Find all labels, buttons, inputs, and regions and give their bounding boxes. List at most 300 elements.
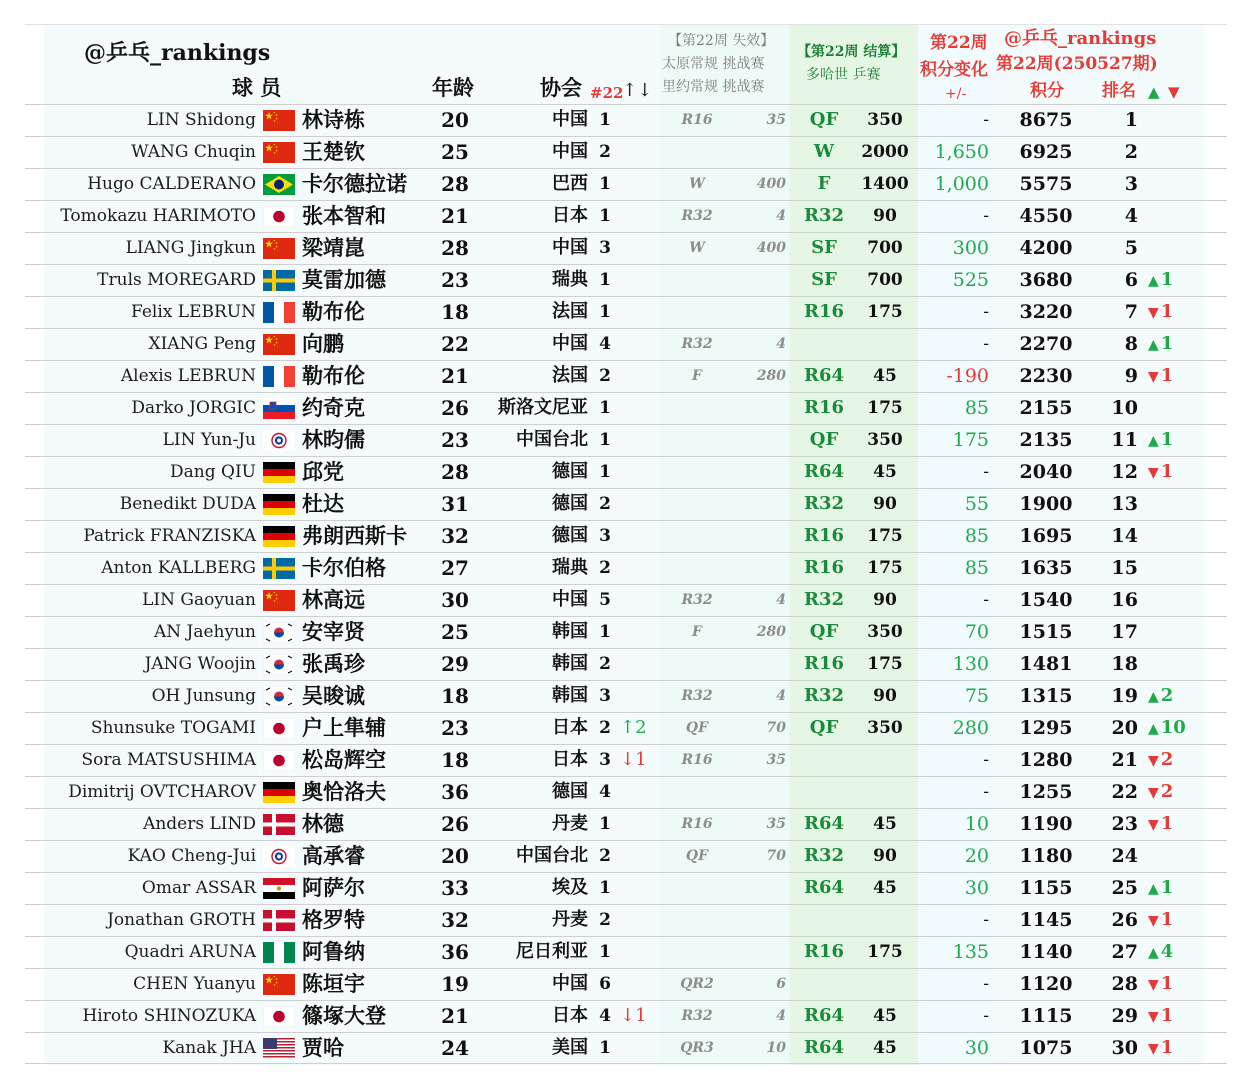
rank-number: 15: [1111, 557, 1138, 579]
rank-move: [1148, 744, 1173, 776]
rank-up-icon: ▲: [1148, 721, 1159, 737]
player-name-cn: 约奇克: [302, 395, 365, 420]
points-change: -: [983, 1006, 989, 1026]
expired-round: W: [689, 176, 705, 192]
points-change: -190: [946, 365, 989, 387]
player-name-en: Tomokazu HARIMOTO: [60, 206, 256, 226]
table-row: [0, 744, 1252, 776]
settled-points: 90: [873, 686, 897, 706]
points-change: 10: [964, 813, 989, 835]
total-points: 1315: [1019, 685, 1073, 707]
settled-round: QF: [809, 109, 839, 130]
player-name-cn: 安宰贤: [302, 619, 365, 644]
rank-up-icon: ▲: [1148, 273, 1159, 289]
table-row: [0, 680, 1252, 712]
association-name: 瑞典: [552, 557, 588, 578]
expired-points: 280: [756, 368, 786, 384]
points-change: 75: [964, 685, 989, 707]
total-points: 1145: [1019, 909, 1073, 931]
expired-round: W: [689, 240, 705, 256]
association-rank: 1: [599, 1038, 611, 1058]
settled-points: 1400: [861, 174, 909, 194]
association-name: 丹麦: [552, 813, 588, 834]
association-name: 美国: [552, 1037, 588, 1058]
expired-points: 4: [776, 208, 786, 224]
japan-flag: [263, 718, 295, 739]
total-points: 1180: [1019, 845, 1073, 867]
expired-points: 280: [756, 624, 786, 640]
total-points: 1515: [1019, 621, 1073, 643]
association-name: 中国: [552, 589, 588, 610]
expired-round: [666, 520, 728, 552]
table-row: [0, 232, 1252, 264]
rank-move: [1148, 904, 1173, 936]
points-change: 1,000: [934, 173, 989, 195]
rank-up-icon: ▲: [1148, 689, 1159, 705]
rank-number: 22: [1111, 781, 1138, 803]
rank-move: [1148, 232, 1150, 264]
table-row: [0, 1000, 1252, 1032]
table-row: [0, 264, 1252, 296]
settled-points: 175: [867, 526, 903, 546]
association-rank: 1: [599, 174, 611, 194]
player-age: 24: [441, 1036, 469, 1060]
association-rank: 2: [599, 846, 611, 866]
player-age: 26: [441, 396, 469, 420]
rank-move-value: 1: [1160, 973, 1174, 994]
china-flag: [263, 110, 295, 131]
age-column-header: 年龄: [432, 75, 474, 100]
player-name-en: Hugo CALDERANO: [87, 174, 256, 194]
settled-points: 90: [873, 846, 897, 866]
expired-points: [732, 456, 786, 488]
player-name-cn: 杜达: [302, 491, 344, 516]
points-change: -: [983, 590, 989, 610]
total-points: 5575: [1019, 173, 1073, 195]
settled-round: R64: [803, 365, 844, 386]
player-name-cn: 奥恰洛夫: [302, 779, 386, 804]
association-move-header: ↑↓: [622, 80, 653, 101]
player-age: 29: [441, 652, 469, 676]
player-name-cn: 弗朗西斯卡: [302, 523, 407, 548]
player-name-cn: 林高远: [302, 587, 365, 612]
total-points: 2270: [1019, 333, 1073, 355]
settled-round: QF: [809, 621, 839, 642]
points-column-header: 积分: [1030, 81, 1064, 101]
rank-move: [1148, 488, 1150, 520]
player-name-cn: 卡尔伯格: [302, 555, 386, 580]
rank-number: 29: [1111, 1005, 1138, 1027]
rank-up-legend-icon: ▲: [1148, 83, 1160, 101]
settled-round: R64: [803, 1005, 844, 1026]
player-name-cn: 林昀儒: [302, 427, 365, 452]
total-points: 1155: [1019, 877, 1073, 899]
association-rank: 1: [599, 398, 611, 418]
rank-down-legend-icon: ▼: [1168, 83, 1180, 101]
rank-move: [1148, 872, 1173, 904]
expired-round: [666, 648, 728, 680]
player-name-en: Benedikt DUDA: [119, 494, 256, 514]
settled-round: R32: [803, 685, 844, 706]
points-change: 1,650: [934, 141, 989, 163]
settled-points: 45: [873, 462, 897, 482]
rank-move: [1148, 520, 1150, 552]
total-points: 2230: [1019, 365, 1073, 387]
total-points: 4200: [1019, 237, 1073, 259]
association-rank: 6: [599, 974, 611, 994]
points-change: -: [983, 302, 989, 322]
settled-points: 90: [873, 206, 897, 226]
settled-points: 45: [873, 1006, 897, 1026]
expired-points: 400: [756, 240, 786, 256]
points-change: 30: [964, 1037, 989, 1059]
rank-down-icon: ▼: [1148, 465, 1159, 481]
player-age: 30: [441, 588, 469, 612]
settled-round: R16: [803, 653, 844, 674]
rank-number: 5: [1124, 237, 1138, 259]
rank-down-icon: ▼: [1148, 305, 1159, 321]
expired-round: F: [692, 624, 702, 640]
rank-up-icon: ▲: [1148, 945, 1159, 961]
table-row: [0, 360, 1252, 392]
association-rank-move: ↓1: [620, 1005, 647, 1026]
association-name: 韩国: [552, 653, 588, 674]
association-rank: 1: [599, 622, 611, 642]
rank-down-icon: ▼: [1148, 1041, 1159, 1057]
settled-points: 700: [867, 270, 903, 290]
player-name-cn: 莫雷加德: [302, 267, 386, 292]
total-points: 1120: [1019, 973, 1073, 995]
settled-points: 175: [867, 558, 903, 578]
rank-move: [1148, 648, 1150, 680]
rank-number: 19: [1111, 685, 1138, 707]
rank-move: [1148, 840, 1150, 872]
association-rank: 4: [599, 334, 611, 354]
japan-flag: [263, 206, 295, 227]
player-age: 18: [441, 748, 469, 772]
player-name-cn: 陈垣宇: [302, 971, 365, 996]
rank-move: [1148, 936, 1173, 968]
expired-points: [732, 648, 786, 680]
player-age: 23: [441, 428, 469, 452]
table-row: [0, 936, 1252, 968]
player-name-cn: 林诗栋: [302, 107, 365, 132]
table-row: [0, 648, 1252, 680]
rank-number: 17: [1111, 621, 1138, 643]
total-points: 2135: [1019, 429, 1073, 451]
settled-points: 700: [867, 238, 903, 258]
player-name-cn: 勒布伦: [302, 363, 365, 388]
settled-round: QF: [809, 429, 839, 450]
settled-points: 175: [867, 942, 903, 962]
association-name: 日本: [552, 749, 588, 770]
association-rank: 1: [599, 878, 611, 898]
player-name-en: Anders LIND: [143, 814, 256, 834]
player-name-cn: 林德: [302, 811, 344, 836]
table-row: [0, 168, 1252, 200]
china-flag: [263, 238, 295, 259]
total-points: 1540: [1019, 589, 1073, 611]
rank-move: [1148, 1032, 1173, 1064]
rank-number: 16: [1111, 589, 1138, 611]
rank-move: [1148, 168, 1150, 200]
player-name-en: WANG Chuqin: [131, 142, 256, 162]
player-age: 19: [441, 972, 469, 996]
settled-round: R32: [803, 589, 844, 610]
rank-number: 6: [1124, 269, 1138, 291]
expired-points: [732, 520, 786, 552]
points-change: 85: [964, 525, 989, 547]
germany-flag: [263, 782, 295, 803]
association-rank: 1: [599, 110, 611, 130]
expired-round: F: [692, 368, 702, 384]
france-flag: [263, 366, 295, 387]
table-row: [0, 872, 1252, 904]
expired-round: R16: [681, 112, 713, 128]
association-name: 尼日利亚: [516, 941, 588, 962]
points-change: -: [983, 206, 989, 226]
rank-number: 23: [1111, 813, 1138, 835]
rank-move: [1148, 712, 1186, 744]
rank-number: 26: [1111, 909, 1138, 931]
usa-flag: [263, 1038, 295, 1059]
association-name: 日本: [552, 1005, 588, 1026]
association-name: 埃及: [552, 877, 588, 898]
player-name-en: XIANG Peng: [148, 334, 256, 354]
association-rank: 2: [599, 494, 611, 514]
expired-points: [732, 488, 786, 520]
association-rank: 2: [599, 558, 611, 578]
association-name: 中国台北: [516, 845, 588, 866]
player-name-cn: 邱党: [302, 459, 344, 484]
settled-points: 175: [867, 654, 903, 674]
settled-points: 90: [873, 494, 897, 514]
expired-round: [666, 936, 728, 968]
player-name-en: LIN Shidong: [146, 110, 256, 130]
total-points: 1140: [1019, 941, 1073, 963]
points-change: 130: [952, 653, 989, 675]
rank-up-icon: ▲: [1148, 337, 1159, 353]
brand-watermark: @乒乓_rankings: [84, 40, 271, 66]
settled-points: 175: [867, 302, 903, 322]
settled-round: SF: [811, 269, 837, 290]
rank-move-value: 1: [1160, 1037, 1174, 1058]
rank-move-value: 1: [1160, 813, 1174, 834]
total-points: 3220: [1019, 301, 1073, 323]
expired-round: [666, 776, 728, 808]
rank-move-value: 1: [1160, 429, 1174, 450]
rank-move: [1148, 1000, 1173, 1032]
rank-number: 11: [1111, 429, 1138, 451]
table-row: [0, 552, 1252, 584]
rank-move-value: 10: [1160, 717, 1186, 738]
expired-points: 4: [776, 688, 786, 704]
settled-points: 350: [867, 718, 903, 738]
rank-down-icon: ▼: [1148, 753, 1159, 769]
rank-move: [1148, 200, 1150, 232]
japan-flag: [263, 1006, 295, 1027]
settled-points: [854, 744, 916, 776]
total-points: 1900: [1019, 493, 1073, 515]
player-name-en: LIN Yun-Ju: [162, 430, 256, 450]
association-name: 中国台北: [516, 429, 588, 450]
settled-header-title: 【第22周 结算】: [797, 44, 906, 60]
points-change: 300: [952, 237, 989, 259]
player-age: 26: [441, 812, 469, 836]
association-rank: 1: [599, 270, 611, 290]
rank-down-icon: ▼: [1148, 913, 1159, 929]
expired-points: 4: [776, 1008, 786, 1024]
expired-points: 35: [766, 752, 786, 768]
nigeria-flag: [263, 942, 295, 963]
korea-flag: [263, 622, 295, 643]
rank-move: [1148, 104, 1150, 136]
rank-number: 27: [1111, 941, 1138, 963]
points-change: -: [983, 110, 989, 130]
total-points: 1115: [1019, 1005, 1073, 1027]
association-column-header: 协会: [540, 75, 582, 100]
association-rank: 3: [599, 686, 611, 706]
rank-move: [1148, 392, 1150, 424]
total-points: 3680: [1019, 269, 1073, 291]
germany-flag: [263, 494, 295, 515]
settled-points: [854, 968, 916, 1000]
association-name: 中国: [552, 109, 588, 130]
expired-points: 400: [756, 176, 786, 192]
expired-points: 4: [776, 592, 786, 608]
rank-number: 10: [1111, 397, 1138, 419]
association-name: 韩国: [552, 685, 588, 706]
expired-points: [732, 552, 786, 584]
settled-points: 90: [873, 590, 897, 610]
player-name-cn: 梁靖崑: [302, 235, 365, 260]
expired-header-event-1: 太原常规 挑战赛: [662, 56, 765, 72]
settled-round: R32: [803, 845, 844, 866]
rank-number: 12: [1111, 461, 1138, 483]
association-name: 丹麦: [552, 909, 588, 930]
expired-points: [732, 136, 786, 168]
player-name-cn: 高承睿: [302, 843, 365, 868]
rank-number: 18: [1111, 653, 1138, 675]
table-row: [0, 424, 1252, 456]
china-flag: [263, 590, 295, 611]
rank-down-icon: ▼: [1148, 977, 1159, 993]
expired-round: R32: [681, 1008, 713, 1024]
egypt-flag: [263, 878, 295, 899]
association-name: 德国: [552, 493, 588, 514]
rank-move: [1148, 136, 1150, 168]
rank-move-value: 1: [1160, 877, 1174, 898]
player-name-en: OH Junsung: [151, 686, 256, 706]
player-age: 18: [441, 684, 469, 708]
rank-move-value: 2: [1160, 781, 1174, 802]
rank-move: [1148, 456, 1173, 488]
points-change: 85: [964, 557, 989, 579]
settled-round: [794, 904, 854, 936]
china-flag: [263, 334, 295, 355]
association-rank: 3: [599, 750, 611, 770]
association-rank: 1: [599, 430, 611, 450]
rank-move-value: 1: [1160, 301, 1174, 322]
rank-move: [1148, 808, 1173, 840]
settled-points: [854, 328, 916, 360]
expired-points: [732, 936, 786, 968]
rank-number: 9: [1124, 365, 1138, 387]
table-row: [0, 104, 1252, 136]
player-name-cn: 吴晙诚: [302, 683, 365, 708]
expired-points: 35: [766, 112, 786, 128]
association-name: 中国: [552, 141, 588, 162]
expired-round: [666, 488, 728, 520]
association-rank: 1: [599, 814, 611, 834]
expired-round: [666, 424, 728, 456]
france-flag: [263, 302, 295, 323]
expired-round: [666, 904, 728, 936]
player-name-cn: 张禹珍: [302, 651, 365, 676]
settled-round: SF: [811, 237, 837, 258]
points-change: -: [983, 782, 989, 802]
expired-points: [732, 264, 786, 296]
association-rank: 2: [599, 142, 611, 162]
total-points: 2155: [1019, 397, 1073, 419]
expired-points: 70: [766, 848, 786, 864]
player-name-en: Omar ASSAR: [141, 878, 256, 898]
association-name: 德国: [552, 461, 588, 482]
player-age: 28: [441, 236, 469, 260]
association-name: 瑞典: [552, 269, 588, 290]
player-age: 21: [441, 1004, 469, 1028]
association-rank: 5: [599, 590, 611, 610]
player-name-en: LIANG Jingkun: [125, 238, 256, 258]
expired-points: 10: [766, 1040, 786, 1056]
player-name-en: Anton KALLBERG: [101, 558, 256, 578]
total-points: 8675: [1019, 109, 1073, 131]
change-header-week: 第22周: [930, 33, 988, 53]
player-age: 23: [441, 268, 469, 292]
association-name: 德国: [552, 781, 588, 802]
points-change: 135: [952, 941, 989, 963]
settled-round: R16: [803, 941, 844, 962]
chinese-taipei-flag: [263, 846, 295, 867]
denmark-flag: [263, 910, 295, 931]
association-rank: 3: [599, 526, 611, 546]
table-row: [0, 808, 1252, 840]
expired-points: [732, 392, 786, 424]
table-row: [0, 968, 1252, 1000]
total-points: 1255: [1019, 781, 1073, 803]
association-name: 德国: [552, 525, 588, 546]
association-name: 巴西: [552, 173, 588, 194]
settled-round: R64: [803, 877, 844, 898]
table-row: [0, 200, 1252, 232]
player-name-cn: 向鹏: [302, 331, 344, 356]
settled-points: 350: [867, 622, 903, 642]
slovenia-flag: [263, 398, 295, 419]
settled-round: [794, 328, 854, 360]
table-row: [0, 296, 1252, 328]
association-rank: 4: [599, 782, 611, 802]
settled-points: 175: [867, 398, 903, 418]
player-name-cn: 户上隼辅: [302, 715, 386, 740]
ranking-table: [0, 104, 1252, 1064]
settled-header-event: 多哈世 乒赛: [806, 67, 881, 83]
rank-move: [1148, 680, 1173, 712]
player-age: 21: [441, 364, 469, 388]
player-name-cn: 张本智和: [302, 203, 386, 228]
settled-round: [794, 968, 854, 1000]
table-row: [0, 392, 1252, 424]
points-change: 85: [964, 397, 989, 419]
